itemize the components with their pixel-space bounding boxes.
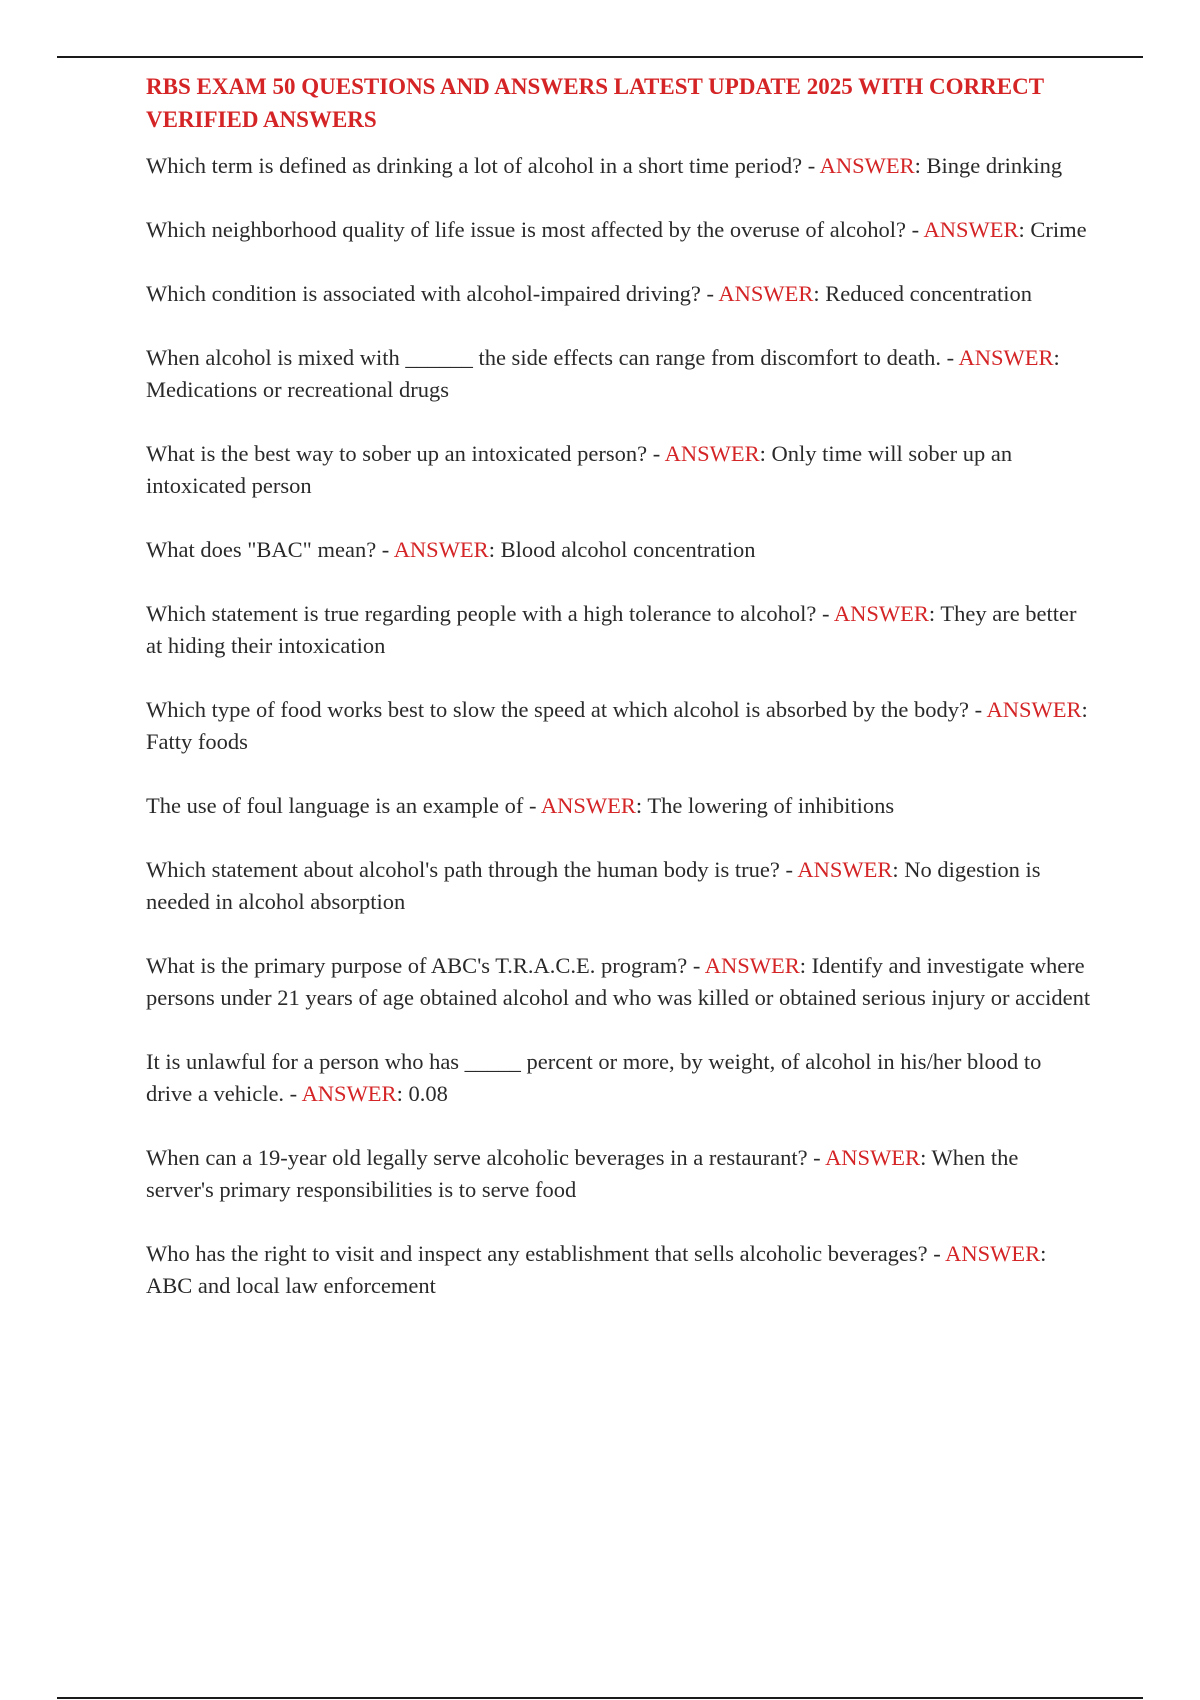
question-text: The use of foul language is an example of -	[146, 793, 541, 818]
qa-item	[146, 598, 1091, 662]
answer-text: : Medications or recreational drugs	[146, 345, 1060, 402]
question-text: Which statement is true regarding people with a high tolerance to alcohol? -	[146, 601, 834, 626]
qa-item	[146, 950, 1091, 1014]
top-rule	[57, 56, 1143, 58]
answer-text: : When the server's primary responsibilities is to serve food	[146, 1145, 1019, 1202]
question-text: Which condition is associated with alcohol-impaired driving? -	[146, 281, 719, 306]
answer-label: ANSWER	[923, 217, 1019, 242]
question-text: Who has the right to visit and inspect any establishment that sells alcoholic beverages? -	[146, 1241, 946, 1266]
answer-text: : ABC and local law enforcement	[146, 1241, 1047, 1298]
question-text: What does "BAC" mean? -	[146, 537, 394, 562]
answer-label: ANSWER	[833, 601, 929, 626]
document-body	[146, 70, 1091, 1334]
answer-text: : They are better at hiding their intoxication	[146, 601, 1077, 658]
qa-item	[146, 534, 1091, 566]
question-text: It is unlawful for a person who has _____ percent or more, by weight, of alcohol in his/her blood to drive a vehicle. -	[146, 1049, 1042, 1106]
qa-item	[146, 150, 1091, 182]
question-text: Which statement about alcohol's path through the human body is true? -	[146, 857, 798, 882]
qa-item	[146, 790, 1091, 822]
answer-label: ANSWER	[825, 1145, 921, 1170]
question-text: Which term is defined as drinking a lot of alcohol in a short time period? -	[146, 153, 820, 178]
qa-item	[146, 214, 1091, 246]
answer-text: : Only time will sober up an intoxicated person	[146, 441, 1013, 498]
qa-item	[146, 278, 1091, 310]
answer-label: ANSWER	[393, 537, 489, 562]
qa-item	[146, 438, 1091, 502]
bottom-rule	[57, 1697, 1143, 1699]
qa-item	[146, 342, 1091, 406]
question-text: When can a 19-year old legally serve alcoholic beverages in a restaurant? -	[146, 1145, 826, 1170]
qa-item	[146, 1046, 1091, 1110]
answer-label: ANSWER	[664, 441, 760, 466]
qa-item	[146, 694, 1091, 758]
qa-item	[146, 1142, 1091, 1206]
answer-text: : No digestion is needed in alcohol absorption	[146, 857, 1041, 914]
answer-text: : Fatty foods	[146, 697, 1088, 754]
question-text: Which type of food works best to slow the speed at which alcohol is absorbed by the body? -	[146, 697, 987, 722]
answer-label: ANSWER	[819, 153, 915, 178]
answer-label: ANSWER	[986, 697, 1082, 722]
answer-text: : Binge drinking	[914, 153, 1063, 178]
answer-text: : Blood alcohol concentration	[488, 537, 756, 562]
answer-label: ANSWER	[797, 857, 893, 882]
document-title: RBS EXAM 50 QUESTIONS AND ANSWERS LATEST UPDATE 2025 WITH CORRECT VERIFIED ANSWERS	[146, 74, 1044, 132]
answer-label: ANSWER	[540, 793, 636, 818]
answer-label: ANSWER	[301, 1081, 397, 1106]
question-text: When alcohol is mixed with ______ the side effects can range from discomfort to death. -	[146, 345, 959, 370]
answer-text: : Identify and investigate where persons under 21 years of age obtained alcohol and who was killed or obtained serious injury or accident	[146, 953, 1091, 1010]
question-text: What is the best way to sober up an intoxicated person? -	[146, 441, 665, 466]
qa-item	[146, 1238, 1091, 1302]
question-text: What is the primary purpose of ABC's T.R.A.C.E. program? -	[146, 953, 705, 978]
answer-label: ANSWER	[958, 345, 1054, 370]
question-text: Which neighborhood quality of life issue is most affected by the overuse of alcohol? -	[146, 217, 924, 242]
answer-text: : Reduced concentration	[813, 281, 1033, 306]
qa-item	[146, 854, 1091, 918]
answer-text: : Crime	[1018, 217, 1087, 242]
answer-label: ANSWER	[718, 281, 814, 306]
answer-label: ANSWER	[704, 953, 800, 978]
answer-text: : 0.08	[396, 1081, 448, 1106]
answer-text: : The lowering of inhibitions	[635, 793, 895, 818]
answer-label: ANSWER	[945, 1241, 1041, 1266]
